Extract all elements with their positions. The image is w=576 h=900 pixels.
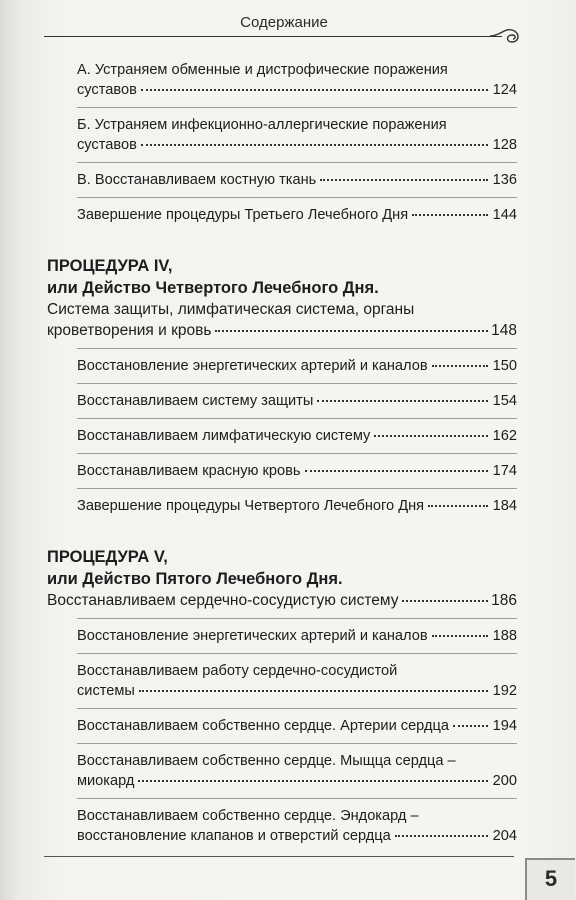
toc-entry-title: Восстанавливаем собственно сердце. Мыщца сердца – xyxy=(77,753,456,769)
toc-entry-title: Завершение процедуры Четвертого Лечебного Дня xyxy=(77,498,425,514)
toc-entry[interactable] xyxy=(77,426,517,446)
entry-divider xyxy=(77,348,517,349)
section-v xyxy=(47,546,517,846)
toc-entry[interactable] xyxy=(77,496,517,516)
toc-entry[interactable] xyxy=(77,461,517,481)
leader-dots xyxy=(305,470,489,472)
toc-entry-title: Восстанавливаем собственно сердце. Эндокард – xyxy=(77,808,419,824)
toc-entry[interactable] xyxy=(77,391,517,411)
toc-entry[interactable] xyxy=(77,60,517,100)
entry-divider xyxy=(77,653,517,654)
leader-dots xyxy=(138,780,488,782)
leader-dots xyxy=(412,214,488,216)
toc-entry[interactable] xyxy=(77,661,517,701)
toc-page-number: 188 xyxy=(492,628,517,644)
toc-page-number: 186 xyxy=(491,592,517,609)
toc-page-number: 174 xyxy=(492,463,517,479)
toc-entry[interactable] xyxy=(77,170,517,190)
toc-page-number: 148 xyxy=(491,322,517,339)
toc-entry[interactable] xyxy=(77,115,517,155)
toc-page-number: 150 xyxy=(492,358,517,374)
toc-entry-title-cont: кроветворения и кровь xyxy=(47,322,212,339)
toc-entry-title-cont: суставов xyxy=(77,82,137,98)
toc-main-entry[interactable] xyxy=(47,299,517,341)
toc-entry[interactable] xyxy=(77,205,517,225)
toc-main-entry[interactable] xyxy=(47,590,517,611)
section-iv xyxy=(47,255,517,516)
entry-divider xyxy=(77,708,517,709)
toc-page-number: 200 xyxy=(492,773,517,789)
toc-page-number: 144 xyxy=(492,207,517,223)
entry-divider xyxy=(77,383,517,384)
leader-dots xyxy=(395,835,488,837)
table-of-contents xyxy=(47,60,517,846)
toc-entry-title: Система защиты, лимфатическая система, органы xyxy=(47,301,415,318)
section-heading: ПРОЦЕДУРА V, xyxy=(47,548,168,566)
section-subheading: или Действо Четвертого Лечебного Дня. xyxy=(47,279,379,297)
toc-entry-title-cont: системы xyxy=(77,683,135,699)
toc-entry[interactable] xyxy=(77,716,517,736)
toc-page-number: 192 xyxy=(492,683,517,699)
toc-entry-title: Восстанавливаем собственно сердце. Артерии сердца xyxy=(77,718,449,734)
entry-divider xyxy=(77,162,517,163)
toc-entry-title: Восстановление энергетических артерий и каналов xyxy=(77,358,428,374)
entry-divider xyxy=(77,618,517,619)
entry-divider xyxy=(77,197,517,198)
leader-dots xyxy=(141,144,488,146)
leader-dots xyxy=(215,330,488,332)
entry-divider xyxy=(77,453,517,454)
entry-divider xyxy=(77,107,517,108)
toc-page-number: 184 xyxy=(492,498,517,514)
entry-divider xyxy=(77,798,517,799)
leader-dots xyxy=(141,89,488,91)
page-number: 5 xyxy=(525,858,575,900)
leader-dots xyxy=(320,179,488,181)
toc-entry-title: Восстанавливаем лимфатическую систему xyxy=(77,428,371,444)
leader-dots xyxy=(432,365,488,367)
toc-entry[interactable] xyxy=(77,626,517,646)
toc-page-number: 136 xyxy=(492,172,517,188)
toc-entry-title: Восстанавливаем систему защиты xyxy=(77,393,314,409)
entry-divider xyxy=(77,743,517,744)
header-rule xyxy=(44,36,502,37)
leader-dots xyxy=(139,690,488,692)
toc-page-number: 124 xyxy=(492,82,517,98)
toc-entry[interactable] xyxy=(77,356,517,376)
toc-entry-title-cont: восстановление клапанов и отверстий сердца xyxy=(77,828,391,844)
header-title: Содержание xyxy=(240,14,328,31)
leader-dots xyxy=(374,435,488,437)
toc-page-number: 128 xyxy=(492,137,517,153)
leader-dots xyxy=(402,600,488,602)
toc-entry-title: Б. Устраняем инфекционно-аллергические поражения xyxy=(77,117,447,133)
toc-page-number: 154 xyxy=(492,393,517,409)
toc-entry-title: Восстанавливаем работу сердечно-сосудистой xyxy=(77,663,398,679)
flourish-ornament-icon xyxy=(490,24,524,48)
toc-entry-title: Восстанавливаем красную кровь xyxy=(77,463,301,479)
toc-entry-title-cont: суставов xyxy=(77,137,137,153)
toc-entry[interactable] xyxy=(77,751,517,791)
leader-dots xyxy=(453,725,488,727)
toc-entry-title: Восстановление энергетических артерий и каналов xyxy=(77,628,428,644)
leader-dots xyxy=(317,400,488,402)
toc-page-number: 162 xyxy=(492,428,517,444)
section-heading: ПРОЦЕДУРА IV, xyxy=(47,257,173,275)
running-header xyxy=(44,14,524,42)
section-subheading: или Действо Пятого Лечебного Дня. xyxy=(47,570,343,588)
toc-entry-title: В. Восстанавливаем костную ткань xyxy=(77,172,317,188)
entry-divider xyxy=(77,488,517,489)
toc-entry[interactable] xyxy=(77,806,517,846)
toc-entry-title: А. Устраняем обменные и дистрофические поражения xyxy=(77,62,448,78)
entry-divider xyxy=(77,418,517,419)
toc-page-number: 204 xyxy=(492,828,517,844)
toc-entry-title: Завершение процедуры Третьего Лечебного Дня xyxy=(77,207,409,223)
toc-page-number: 194 xyxy=(492,718,517,734)
toc-entry-title-cont: миокард xyxy=(77,773,135,789)
footer-rule xyxy=(44,856,514,857)
toc-entry-title: Восстанавливаем сердечно-сосудистую систему xyxy=(47,592,399,609)
leader-dots xyxy=(432,635,488,637)
leader-dots xyxy=(428,505,488,507)
